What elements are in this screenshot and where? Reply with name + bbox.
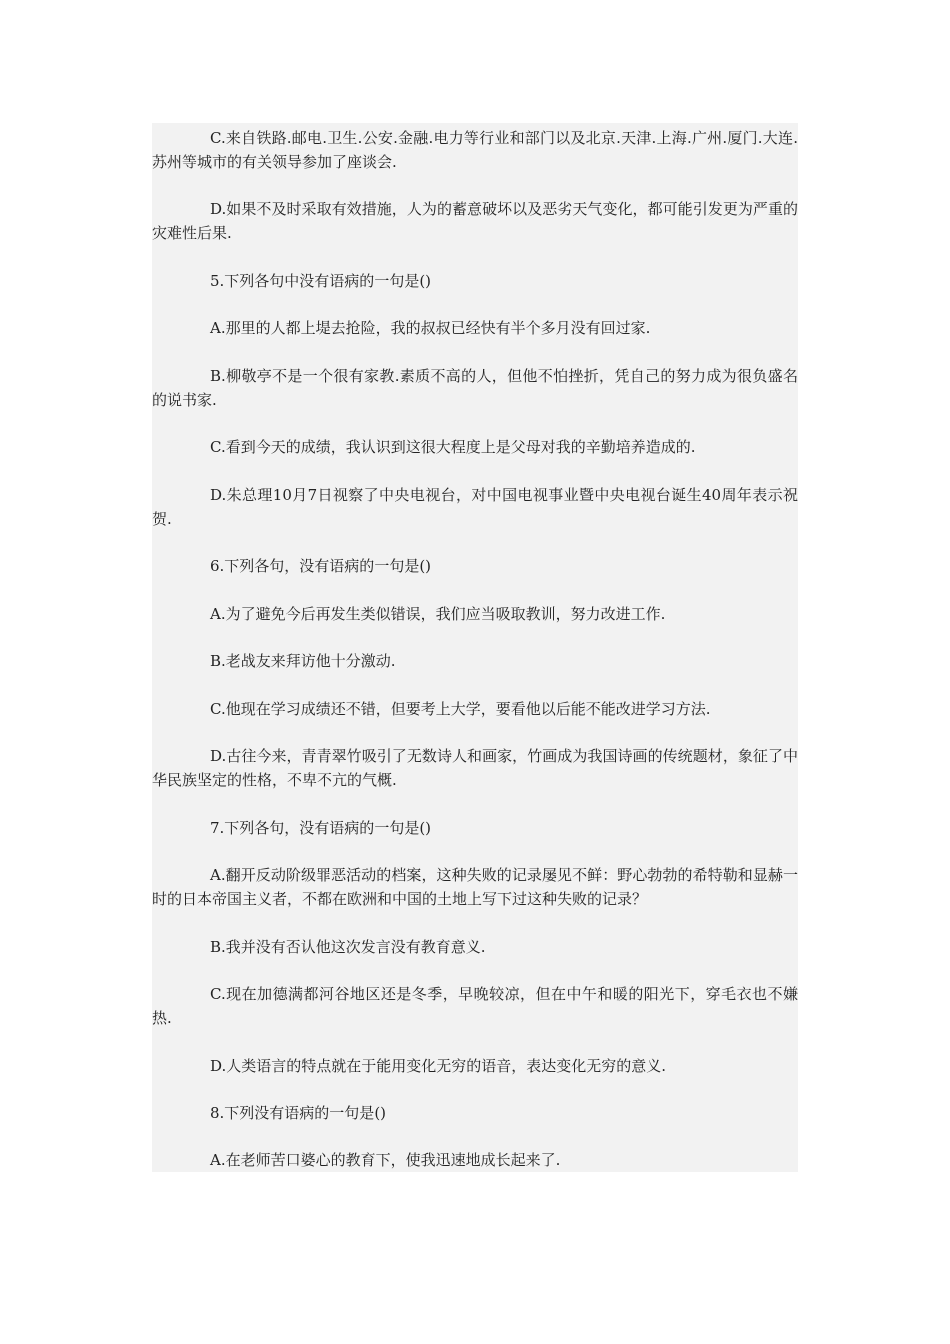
- q7-option-a: A.翻开反动阶级罪恶活动的档案，这种失败的记录屡见不鲜：野心勃勃的希特勒和显赫一时的日本帝国主义者，不都在欧洲和中国的土地上写下过这种失败的记录？: [152, 866, 798, 908]
- question-5-heading: 5.下列各句中没有语病的一句是(): [210, 272, 432, 290]
- q5-option-a: A.那里的人都上堤去抢险，我的叔叔已经快有半个多月没有回过家.: [210, 319, 651, 337]
- q6-option-b: B.老战友来拜访他十分激动.: [210, 652, 396, 670]
- q7-option-d: D.人类语言的特点就在于能用变化无穷的语音，表达变化无穷的意义.: [210, 1057, 667, 1075]
- q5-option-c: C.看到今天的成绩，我认识到这很大程度上是父母对我的辛勤培养造成的.: [210, 438, 696, 456]
- q6-option-a: A.为了避免今后再发生类似错误，我们应当吸取教训，努力改进工作.: [210, 605, 666, 623]
- question-6-heading: 6.下列各句，没有语病的一句是(): [210, 557, 432, 575]
- q5-option-b: B.柳敬亭不是一个很有家教.素质不高的人，但他不怕挫折，凭自己的努力成为很负盛名的说书家.: [152, 367, 798, 409]
- document-body: [152, 123, 798, 1172]
- q8-option-a: A.在老师苦口婆心的教育下，使我迅速地成长起来了.: [210, 1151, 561, 1169]
- question-8-heading: 8.下列没有语病的一句是(): [210, 1104, 387, 1122]
- q6-option-d: D.古往今来，青青翠竹吸引了无数诗人和画家，竹画成为我国诗画的传统题材，象征了中华民族坚定的性格，不卑不亢的气概.: [152, 747, 798, 789]
- option-d-paragraph: D.如果不及时采取有效措施，人为的蓄意破坏以及恶劣天气变化，都可能引发更为严重的灾难性后果.: [152, 200, 798, 242]
- q7-option-c: C.现在加德满都河谷地区还是冬季，早晚较凉，但在中午和暖的阳光下，穿毛衣也不嫌热.: [152, 985, 798, 1027]
- question-7-heading: 7.下列各句，没有语病的一句是(): [210, 819, 432, 837]
- q7-option-b: B.我并没有否认他这次发言没有教育意义.: [210, 938, 486, 956]
- option-c-paragraph: C.来自铁路.邮电.卫生.公安.金融.电力等行业和部门以及北京.天津.上海.广州.厦门.大连.苏州等城市的有关领导参加了座谈会.: [152, 129, 798, 171]
- q5-option-d: D.朱总理10月7日视察了中央电视台，对中国电视事业暨中央电视台诞生40周年表示祝贺.: [152, 486, 798, 528]
- q6-option-c: C.他现在学习成绩还不错，但要考上大学，要看他以后能不能改进学习方法.: [210, 700, 711, 718]
